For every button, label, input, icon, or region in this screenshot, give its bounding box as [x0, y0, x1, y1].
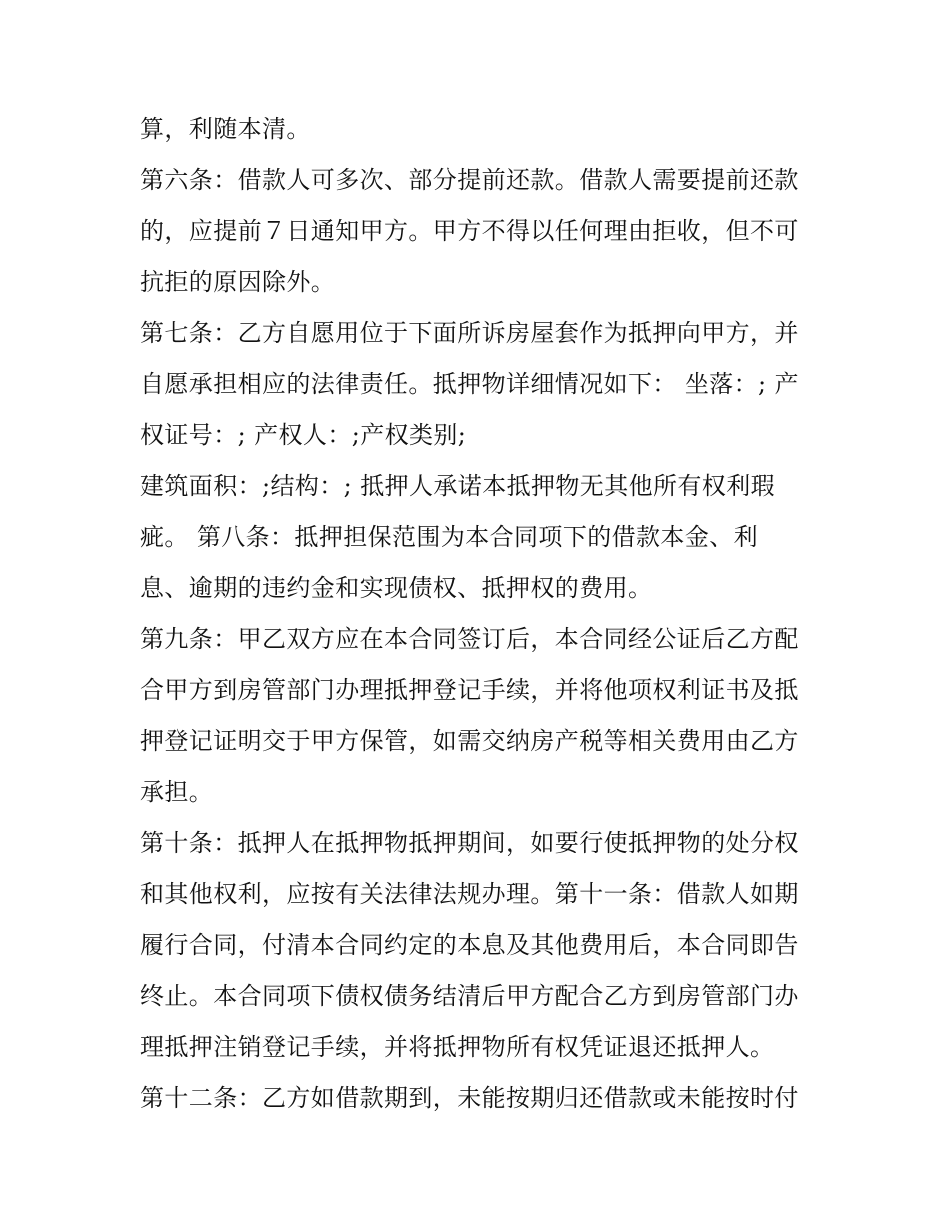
- text-line: 合甲方到房管部门办理抵押登记手续，并将他项权利证书及抵: [140, 676, 799, 704]
- text-line: 建筑面积：;结构：; 抵押人承诺本抵押物无其他所有权利瑕: [140, 472, 775, 500]
- text-line: 权证号：; 产权人：;产权类别;: [140, 421, 467, 449]
- text-line: 和其他权利，应按有关法律法规办理。第十一条：借款人如期: [140, 880, 799, 908]
- text-line: 第十二条：乙方如借款期到，未能按期归还借款或未能按时付: [140, 1084, 799, 1112]
- text-line: 第六条：借款人可多次、部分提前还款。借款人需要提前还款: [140, 166, 799, 194]
- text-line: 的，应提前７日通知甲方。甲方不得以任何理由拒收，但不可: [140, 217, 799, 245]
- text-line: 承担。: [140, 778, 214, 806]
- text-line: 算，利随本清。: [140, 115, 311, 143]
- text-line: 自愿承担相应的法律责任。抵押物详细情况如下： 坐落：; 产: [140, 370, 799, 398]
- text-line: 履行合同，付清本合同约定的本息及其他费用后，本合同即告: [140, 931, 799, 959]
- text-line: 第九条：甲乙双方应在本合同签订后，本合同经公证后乙方配: [140, 625, 799, 653]
- text-line: 息、逾期的违约金和实现债权、抵押权的费用。: [140, 574, 653, 602]
- text-line: 第十条：抵押人在抵押物抵押期间，如要行使抵押物的处分权: [140, 829, 799, 857]
- contract-text-body: [140, 108, 820, 1128]
- text-line: 押登记证明交于甲方保管，如需交纳房产税等相关费用由乙方: [140, 727, 799, 755]
- text-line: 抗拒的原因除外。: [140, 268, 336, 296]
- text-line: 疵。 第八条：抵押担保范围为本合同项下的借款本金、利: [140, 523, 759, 551]
- text-line: 理抵押注销登记手续，并将抵押物所有权凭证退还抵押人。: [140, 1033, 775, 1061]
- text-line: 终止。本合同项下债权债务结清后甲方配合乙方到房管部门办: [140, 982, 799, 1010]
- text-line: 第七条：乙方自愿用位于下面所诉房屋套作为抵押向甲方，并: [140, 319, 799, 347]
